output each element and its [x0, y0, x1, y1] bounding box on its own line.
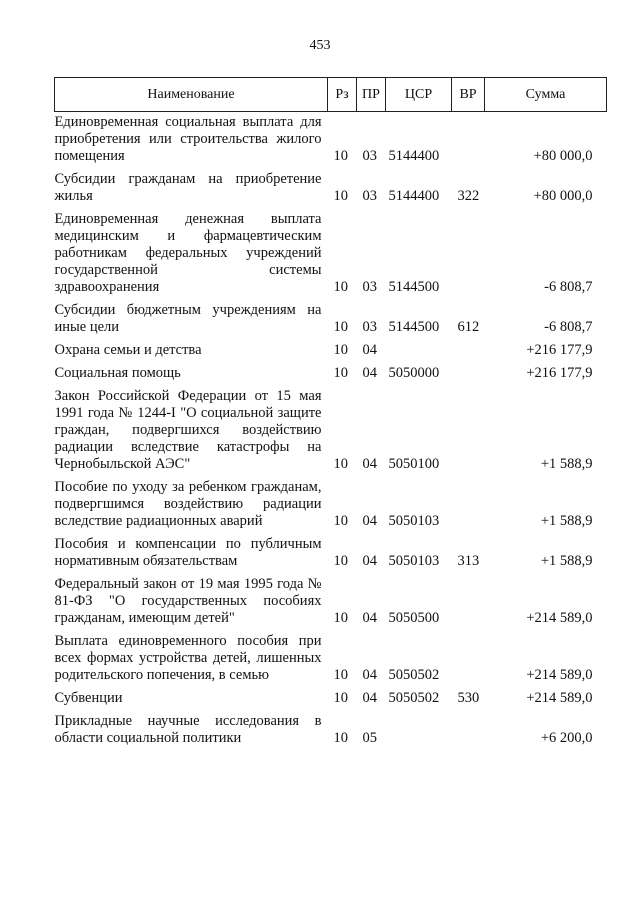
row-sum: -6 808,7 — [544, 279, 593, 295]
row-pr: 04 — [362, 690, 377, 706]
row-vr — [452, 713, 485, 753]
row-csr: 5050500 — [388, 610, 440, 626]
row-vr — [452, 633, 485, 690]
row-csr: 5050502 — [388, 690, 440, 706]
table-row — [55, 690, 607, 713]
row-sum: +80 000,0 — [533, 148, 593, 164]
column-header-pr: ПР — [357, 78, 386, 112]
row-name: Единовременная денежная выплата медицинским и фармацевтическим работникам федеральных учреждений государственной системы здравоохранения — [54, 211, 322, 295]
row-vr: 322 — [457, 188, 480, 204]
row-pr: 04 — [362, 553, 377, 569]
row-rz: 10 — [333, 319, 348, 335]
row-rz: 10 — [333, 610, 348, 626]
table-row — [55, 365, 607, 388]
row-pr: 03 — [362, 319, 377, 335]
table-row — [55, 342, 607, 365]
row-name: Субсидии гражданам на приобретение жилья — [54, 171, 322, 204]
row-name: Прикладные научные исследования в области социальной политики — [54, 713, 322, 746]
row-csr: 5144500 — [388, 319, 440, 335]
row-vr — [452, 342, 485, 365]
row-vr — [452, 479, 485, 536]
row-sum: +1 588,9 — [540, 456, 593, 472]
row-pr: 04 — [362, 342, 377, 358]
table-row — [55, 302, 607, 342]
row-name: Социальная помощь — [54, 365, 181, 381]
row-name: Выплата единовременного пособия при всех формах устройства детей, лишенных родительского попечения, в семью — [54, 633, 322, 683]
column-header-vr: ВР — [452, 78, 485, 112]
row-vr: 313 — [457, 553, 480, 569]
table-header-row — [55, 78, 607, 112]
row-vr — [452, 388, 485, 479]
column-header-sum: Сумма — [485, 78, 607, 112]
row-rz: 10 — [333, 553, 348, 569]
table-row — [55, 171, 607, 211]
budget-table — [54, 77, 607, 753]
table-row — [55, 211, 607, 302]
row-vr — [452, 576, 485, 633]
row-name: Пособия и компенсации по публичным нормативным обязательствам — [54, 536, 322, 569]
row-sum: +214 589,0 — [526, 610, 593, 626]
table-row — [55, 112, 607, 172]
row-csr — [386, 713, 452, 753]
row-pr: 04 — [362, 610, 377, 626]
row-sum: +1 588,9 — [540, 553, 593, 569]
row-name: Охрана семьи и детства — [54, 342, 202, 358]
row-vr — [452, 365, 485, 388]
column-header-rz: Рз — [328, 78, 357, 112]
row-rz: 10 — [333, 365, 348, 381]
table-row — [55, 633, 607, 690]
row-name: Единовременная социальная выплата для приобретения или строительства жилого помещения — [54, 114, 322, 164]
row-vr: 530 — [457, 690, 480, 706]
row-sum: -6 808,7 — [544, 319, 593, 335]
row-rz: 10 — [333, 456, 348, 472]
row-rz: 10 — [333, 188, 348, 204]
row-rz: 10 — [333, 279, 348, 295]
row-rz: 10 — [333, 148, 348, 164]
row-name: Закон Российской Федерации от 15 мая 1991 года № 1244-I "О социальной защите граждан, подвергшихся воздействию радиации вследствие катастрофы на Чернобыльской АЭС" — [54, 388, 322, 472]
row-name: Федеральный закон от 19 мая 1995 года № 81-ФЗ "О государственных пособиях гражданам, имеющим детей" — [54, 576, 322, 626]
page-number: 453 — [309, 38, 331, 53]
row-name: Пособие по уходу за ребенком гражданам, подвергшимся воздействию радиации вследствие радиационных аварий — [54, 479, 322, 529]
row-vr — [452, 112, 485, 172]
table-row — [55, 479, 607, 536]
row-sum: +6 200,0 — [540, 730, 593, 746]
row-rz: 10 — [333, 513, 348, 529]
row-csr: 5050502 — [388, 667, 440, 683]
row-rz: 10 — [333, 342, 348, 358]
row-sum: +214 589,0 — [526, 690, 593, 706]
row-csr: 5144400 — [388, 148, 440, 164]
row-name: Субсидии бюджетным учреждениям на иные цели — [54, 302, 322, 335]
row-csr — [386, 342, 452, 365]
row-sum: +80 000,0 — [533, 188, 593, 204]
table-row — [55, 576, 607, 633]
row-sum: +214 589,0 — [526, 667, 593, 683]
table-row — [55, 713, 607, 753]
row-rz: 10 — [333, 690, 348, 706]
row-csr: 5050100 — [388, 456, 440, 472]
row-pr: 04 — [362, 513, 377, 529]
row-vr — [452, 211, 485, 302]
column-header-name: Наименование — [55, 78, 328, 112]
row-pr: 03 — [362, 188, 377, 204]
row-csr: 5050103 — [388, 553, 440, 569]
row-rz: 10 — [333, 730, 348, 746]
row-pr: 03 — [362, 279, 377, 295]
row-csr: 5050103 — [388, 513, 440, 529]
row-pr: 04 — [362, 365, 377, 381]
table-row — [55, 388, 607, 479]
row-csr: 5050000 — [388, 365, 440, 381]
row-csr: 5144500 — [388, 279, 440, 295]
row-pr: 04 — [362, 667, 377, 683]
table-row — [55, 536, 607, 576]
row-rz: 10 — [333, 667, 348, 683]
row-pr: 04 — [362, 456, 377, 472]
row-csr: 5144400 — [388, 188, 440, 204]
row-sum: +216 177,9 — [526, 365, 593, 381]
column-header-csr: ЦСР — [386, 78, 452, 112]
row-sum: +1 588,9 — [540, 513, 593, 529]
row-name: Субвенции — [54, 690, 123, 706]
row-pr: 05 — [362, 730, 377, 746]
row-pr: 03 — [362, 148, 377, 164]
row-vr: 612 — [457, 319, 480, 335]
row-sum: +216 177,9 — [526, 342, 593, 358]
